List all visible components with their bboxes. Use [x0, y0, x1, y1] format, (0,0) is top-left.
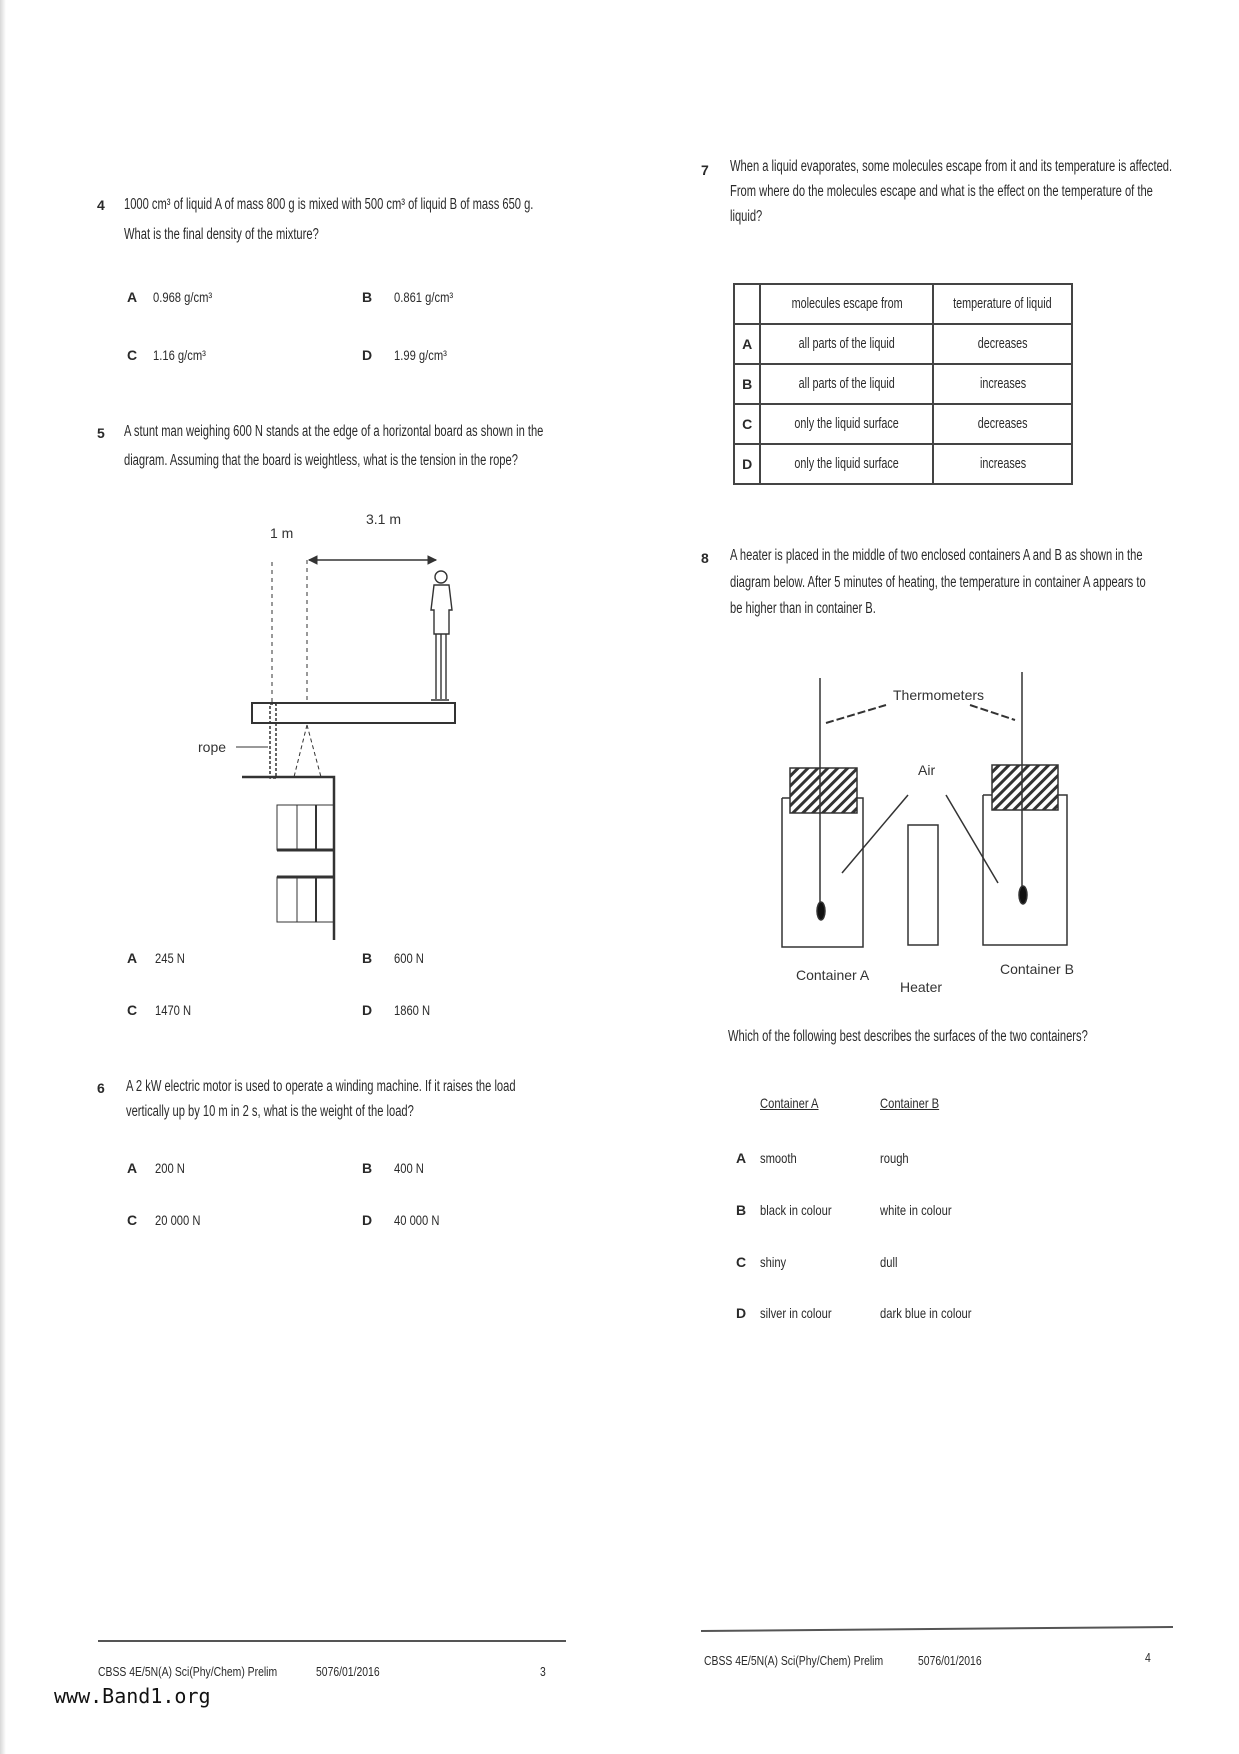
q5-option-d-letter: D [362, 1002, 373, 1018]
label-3-1m: 3.1 m [366, 511, 402, 527]
q6-option-d: 40 000 N [394, 1212, 440, 1228]
row-temperature: decreases [977, 335, 1028, 352]
table-header-blank [734, 284, 760, 324]
stopper-b [992, 765, 1058, 810]
question-7-line-1: When a liquid evaporates, some molecules escape from it and its temperature is affected. [730, 158, 1173, 175]
header-molecules-escape-from: molecules escape from [791, 295, 903, 312]
q8-option-d-letter: D [736, 1305, 747, 1321]
row-temperature: increases [979, 455, 1026, 472]
table-header-cell [760, 284, 933, 324]
q8-option-b-container-b: white in colour [880, 1202, 952, 1218]
horizontal-board [252, 703, 455, 723]
question-6-line-1: A 2 kW electric motor is used to operate a winding machine. If it raises the load [126, 1078, 516, 1095]
footer-left-code: 5076/01/2016 [316, 1664, 380, 1679]
header-container-a: Container A [760, 1095, 819, 1111]
footer-right-code: 5076/01/2016 [918, 1653, 982, 1668]
table-row [734, 364, 1072, 404]
q4-option-a-letter: A [127, 289, 138, 305]
label-container-a: Container A [796, 967, 870, 983]
question-8-line-2: diagram below. After 5 minutes of heating, the temperature in container A appears to [730, 574, 1146, 591]
question-5-line-2: diagram. Assuming that the board is weightless, what is the tension in the rope? [124, 452, 518, 469]
row-escape-from: all parts of the liquid [798, 375, 895, 392]
q6-option-c-letter: C [127, 1212, 138, 1228]
table-cell [933, 404, 1072, 444]
question-8-line-3: be higher than in container B. [730, 600, 876, 617]
q6-option-a: 200 N [155, 1160, 185, 1176]
q4-option-a: 0.968 g/cm³ [153, 289, 213, 305]
table-header-cell [933, 284, 1072, 324]
thermometer-leader-b [970, 705, 1015, 720]
question-5-line-1: A stunt man weighing 600 N stands at the edge of a horizontal board as shown in the [124, 423, 544, 440]
q8-option-b-container-a: black in colour [760, 1202, 832, 1218]
q8-option-a-container-b: rough [880, 1150, 909, 1166]
label-1m: 1 m [270, 525, 294, 541]
table-cell [933, 324, 1072, 364]
building-windows [277, 805, 334, 922]
header-temperature-of-liquid: temperature of liquid [953, 295, 1052, 312]
question-4-number: 4 [97, 197, 105, 213]
q4-option-c-letter: C [127, 347, 138, 363]
table-cell [760, 324, 933, 364]
stunt-man-figure [431, 571, 452, 700]
q6-option-d-letter: D [362, 1212, 373, 1228]
question-6-number: 6 [97, 1080, 105, 1096]
row-letter: A [734, 324, 760, 364]
table-cell [760, 404, 933, 444]
q8-option-d-container-a: silver in colour [760, 1305, 832, 1321]
q6-option-c: 20 000 N [155, 1212, 201, 1228]
question-8-number: 8 [701, 550, 709, 566]
footer-right-course: CBSS 4E/5N(A) Sci(Phy/Chem) Prelim [704, 1653, 884, 1668]
q4-option-c: 1.16 g/cm³ [153, 347, 206, 363]
table-cell [760, 444, 933, 484]
label-container-b: Container B [1000, 961, 1074, 977]
label-air: Air [918, 762, 936, 778]
air-leader-b [946, 795, 998, 883]
q8-option-a-container-a: smooth [760, 1150, 797, 1166]
row-escape-from: only the liquid surface [794, 455, 900, 472]
q5-option-c-letter: C [127, 1002, 138, 1018]
question-8-prompt: Which of the following best describes the surfaces of the two containers? [728, 1028, 1088, 1045]
table-cell [933, 364, 1072, 404]
table-row [734, 404, 1072, 444]
q6-option-a-letter: A [127, 1160, 138, 1176]
row-escape-from: all parts of the liquid [798, 335, 895, 352]
row-temperature: decreases [977, 415, 1028, 432]
building-wall [242, 777, 334, 940]
label-heater: Heater [900, 979, 943, 995]
rope [270, 704, 276, 778]
question-7-number: 7 [701, 162, 709, 178]
thermometer-leader-a [826, 705, 886, 723]
pivot-support [294, 725, 321, 777]
row-temperature: increases [979, 375, 1026, 392]
thermometer-a-bulb [817, 902, 825, 920]
question-8-line-1: A heater is placed in the middle of two enclosed containers A and B as shown in the [730, 547, 1143, 564]
footer-left-course: CBSS 4E/5N(A) Sci(Phy/Chem) Prelim [98, 1664, 278, 1679]
q5-option-b: 600 N [394, 950, 424, 966]
row-letter: D [734, 444, 760, 484]
table-cell [933, 444, 1072, 484]
q4-option-b: 0.861 g/cm³ [394, 289, 454, 305]
table-row [734, 444, 1072, 484]
question-7-line-2: From where do the molecules escape and what is the effect on the temperature of the [730, 183, 1153, 200]
question-7-line-3: liquid? [730, 208, 763, 225]
row-letter: B [734, 364, 760, 404]
q5-option-a: 245 N [155, 950, 185, 966]
q8-option-c-container-b: dull [880, 1254, 898, 1270]
question-4-line-2: What is the final density of the mixture? [124, 226, 319, 243]
footer-rule-left [98, 1640, 566, 1642]
table-header-row [734, 284, 1072, 324]
heater [908, 825, 938, 945]
board-diagram [198, 511, 455, 940]
heater-diagram [782, 672, 1074, 995]
q5-option-b-letter: B [362, 950, 373, 966]
question-4-line-1: 1000 cm³ of liquid A of mass 800 g is mixed with 500 cm³ of liquid B of mass 650 g. [124, 196, 534, 213]
q5-option-a-letter: A [127, 950, 138, 966]
q8-option-c-letter: C [736, 1254, 747, 1270]
question-6-line-2: vertically up by 10 m in 2 s, what is the weight of the load? [126, 1103, 414, 1120]
q8-option-a-letter: A [736, 1150, 747, 1166]
q8-option-b-letter: B [736, 1202, 747, 1218]
watermark: www.Band1.org [54, 1684, 211, 1708]
q6-option-b-letter: B [362, 1160, 373, 1176]
footer-left-page-number: 3 [540, 1664, 546, 1679]
q8-option-d-container-b: dark blue in colour [880, 1305, 972, 1321]
q5-option-d: 1860 N [394, 1002, 431, 1018]
label-rope: rope [198, 739, 227, 755]
stopper-a [790, 768, 857, 813]
q6-option-b: 400 N [394, 1160, 424, 1176]
label-thermometers: Thermometers [893, 687, 985, 703]
q8-option-c-container-a: shiny [760, 1254, 787, 1270]
q5-option-c: 1470 N [155, 1002, 192, 1018]
row-escape-from: only the liquid surface [794, 415, 900, 432]
q4-option-d: 1.99 g/cm³ [394, 347, 447, 363]
thermometer-b-bulb [1019, 886, 1027, 904]
container-b [983, 795, 1067, 945]
question-7-table [733, 283, 1073, 485]
table-row [734, 324, 1072, 364]
table-cell [760, 364, 933, 404]
question-5-number: 5 [97, 425, 105, 441]
footer-right-page-number: 4 [1145, 1650, 1151, 1665]
row-letter: C [734, 404, 760, 444]
header-container-b: Container B [880, 1095, 940, 1111]
q4-option-b-letter: B [362, 289, 373, 305]
q4-option-d-letter: D [362, 347, 373, 363]
container-a [782, 798, 863, 947]
